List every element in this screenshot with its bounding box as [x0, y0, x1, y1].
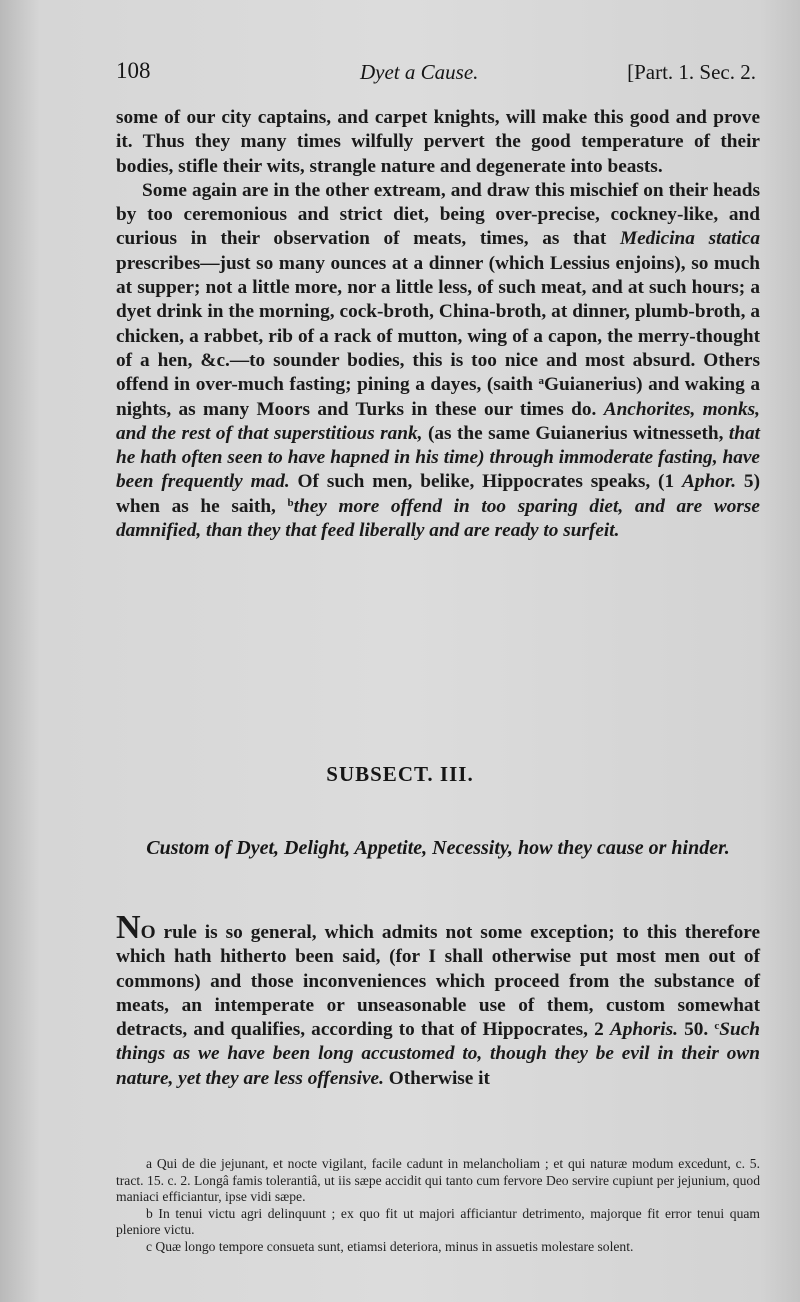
page-number: 108 — [116, 58, 151, 83]
text-run: 5) when as he saith, — [116, 471, 760, 517]
italic-run: Aphoris. — [609, 1019, 678, 1041]
italic-run: they more offend in too sparing diet, and are worse damnified, than they that feed liberally and are ready to surfeit. — [116, 495, 760, 542]
italic-run: Anchorites, monks, and the rest of that superstitious rank, — [116, 398, 760, 444]
footnote-marker-a: a — [538, 375, 544, 388]
running-title: Dyet a Cause. — [360, 60, 479, 84]
drop-cap: N — [116, 909, 141, 946]
text-run: O rule is so general, which admits not some exception; to this therefore which hath hitherto been said, (for I shall otherwise put most men out of commons) and those inconveniences which proceed from the substance of meats, an intemperate or unseasonable use of them, custom somewhat detracts, and qualifies, according to that of Hippocrates, 2 — [116, 922, 760, 1041]
text-run: Of such men, belike, Hippocrates speaks, (1 — [289, 471, 682, 493]
section-reference: [Part. 1. Sec. 2. — [627, 60, 756, 84]
footnotes — [116, 1156, 760, 1256]
subsection-heading: SUBSECT. III. — [326, 762, 474, 786]
footnote-marker-c: c — [714, 1020, 720, 1033]
subsection-title: Custom of Dyet, Delight, Appetite, Necessity, how they cause or hinder. — [146, 837, 730, 859]
text-run: 50. — [677, 1019, 715, 1041]
footnote-b: b In tenui victu agri delinquunt ; ex quo fit ut majori afficiantur detrimento, majorque fit error tenui quam pleniore victu. — [116, 1205, 760, 1238]
italic-run: Such things as we have been long accustomed to, though they be evil in their own nature, yet they are less offensive. — [116, 1019, 760, 1089]
paragraph-2 — [116, 179, 760, 543]
text-run: Otherwise it — [383, 1067, 490, 1089]
italic-run: Aphor. — [681, 471, 737, 493]
footnote-a: a Qui de die jejunant, et nocte vigilant, facile cadunt in melancholiam ; et qui naturæ modum excedunt, c. 5. tract. 15. c. 2. Longâ famis tolerantiâ, ut iis sæpe accidit qui tanto cum fervore Deo servire cupiunt per jejunium, quod maniaci efficiantur, ipse vidi sæpe. — [116, 1156, 760, 1205]
paragraph-1: some of our city captains, and carpet knights, will make this good and prove it. Thus they many times wilfully pervert the good temperature of their bodies, stifle their wits, strangle nature and degenerate into beasts. — [116, 107, 760, 177]
body-text-top — [116, 106, 760, 543]
footnote-c: c Quæ longo tempore consueta sunt, etiamsi deteriora, minus in assuetis molestare solent. — [146, 1238, 634, 1254]
text-run: prescribes—just so many ounces at a dinner (which Lessius enjoins), so much at supper; not a little more, nor a little less, of such meat, and at such hours; a dyet drink in the morning, cock-broth, China-broth, at dinner, plumb-broth, a chicken, a rabbet, rib of a rack of mutton, wing of a capon, the merry-thought of a hen, &c.—to sounder bodies, this is too nice and most absurd. Others offend in over-much fasting; pining a dayes, (saith — [116, 252, 760, 396]
body-text-bottom — [116, 909, 760, 1091]
italic-run: that he hath often seen to have hapned in his time) through immoderate fasting, have been frequently mad. — [116, 422, 760, 493]
text-run: Some again are in the other extream, and draw this mischief on their heads by too ceremonious and strict diet, being over-precise, cockney-like, and curious in their observation of meats, times, as that — [116, 179, 760, 250]
footnote-marker-b: b — [287, 496, 294, 509]
running-header — [116, 58, 756, 88]
italic-run: Medicina statica — [619, 228, 760, 250]
paragraph-3 — [116, 909, 760, 1091]
text-run: Guianerius) and waking a nights, as many Moors and Turks in these our times do. — [116, 374, 760, 420]
text-run: (as the same Guianerius witnesseth, — [422, 422, 729, 444]
